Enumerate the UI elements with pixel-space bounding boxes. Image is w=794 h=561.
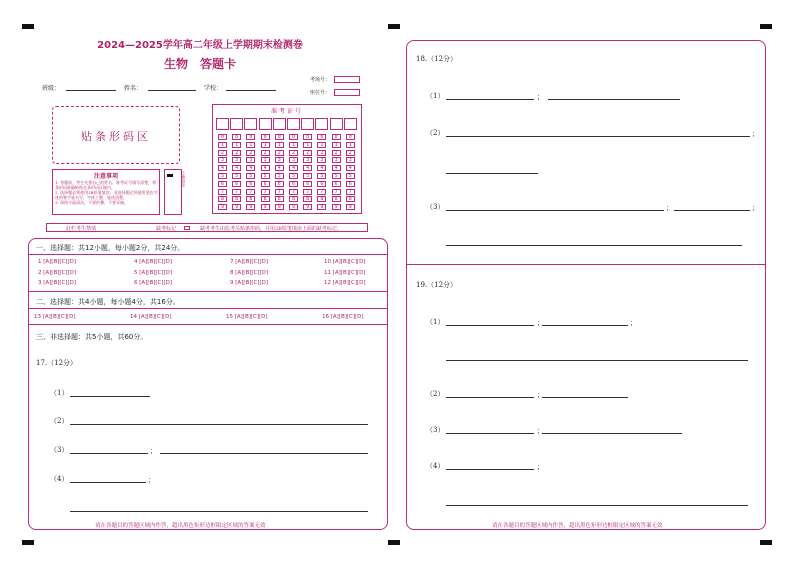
exam-id-write-box[interactable] bbox=[244, 118, 257, 130]
exam-id-digit-bubble[interactable]: 7 bbox=[289, 189, 298, 195]
exam-id-digit-bubble[interactable]: 5 bbox=[303, 173, 312, 179]
exam-id-digit-bubble[interactable]: 4 bbox=[332, 165, 341, 171]
exam-id-digit-bubble[interactable]: 5 bbox=[218, 173, 227, 179]
divider bbox=[28, 308, 388, 309]
exam-id-digit-bubble[interactable]: 2 bbox=[261, 150, 270, 156]
q19-title: 19.（12分） bbox=[416, 281, 458, 289]
registration-mark bbox=[388, 24, 400, 29]
exam-id-digit-bubble[interactable]: 1 bbox=[246, 142, 255, 148]
q19-part2-answer-a[interactable] bbox=[446, 397, 534, 398]
exam-id-digit-bubble[interactable]: 7 bbox=[332, 189, 341, 195]
school-field[interactable] bbox=[226, 90, 276, 91]
name-label: 姓名： bbox=[124, 85, 143, 92]
exam-id-digit-bubble[interactable]: 3 bbox=[303, 157, 312, 163]
registration-mark bbox=[22, 24, 34, 29]
choice-question[interactable]: 2 [A][B][C][D] bbox=[38, 269, 77, 276]
choice-question[interactable]: 12 [A][B][C][D] bbox=[324, 280, 366, 286]
q17-part2-label: （2） bbox=[50, 417, 69, 425]
exam-id-digit-bubble[interactable]: 3 bbox=[275, 157, 284, 163]
q18-part3-answer-a[interactable] bbox=[446, 210, 664, 211]
q17-part2-answer[interactable] bbox=[70, 424, 368, 425]
exam-id-digit-bubble[interactable]: 2 bbox=[289, 150, 298, 156]
q18-title: 18.（12分） bbox=[416, 55, 458, 63]
barcode-label: 贴条形码区 bbox=[81, 130, 151, 143]
exam-id-digit-bubble[interactable]: 6 bbox=[332, 181, 341, 187]
exam-id-write-box[interactable] bbox=[273, 118, 286, 130]
exam-id-digit-bubble[interactable]: 0 bbox=[332, 134, 341, 140]
seat-boxes[interactable] bbox=[334, 89, 360, 96]
footer-left: 请在各题目的答题区域内作答，超出黑色矩形边框限定区域的答案无效 bbox=[95, 523, 266, 529]
q17-part4-answer-b[interactable] bbox=[70, 511, 368, 512]
q18-part3-answer-c[interactable] bbox=[446, 245, 742, 246]
q18-part1-label: （1） bbox=[426, 92, 445, 100]
exam-id-digit-bubble[interactable]: 6 bbox=[218, 181, 227, 187]
registration-mark bbox=[388, 540, 400, 545]
exam-id-digit-bubble[interactable]: 5 bbox=[261, 173, 270, 179]
exam-id-digit-bubble[interactable]: 7 bbox=[303, 189, 312, 195]
exam-id-digit-bubble[interactable]: 0 bbox=[303, 134, 312, 140]
q19-part1-label: （1） bbox=[426, 318, 445, 326]
exam-id-digit-bubble[interactable]: 5 bbox=[275, 173, 284, 179]
choice-question[interactable]: 3 [A][B][C][D] bbox=[38, 280, 77, 286]
exam-id-digit-bubble[interactable]: 1 bbox=[317, 142, 326, 148]
choice-question[interactable]: 10 [A][B][C][D] bbox=[324, 259, 366, 265]
exam-id-write-box[interactable] bbox=[344, 118, 357, 130]
exam-id-digit-bubble[interactable]: 7 bbox=[246, 189, 255, 195]
choice-question[interactable]: 16 [A][B][C][D] bbox=[322, 314, 364, 320]
notes-title: 注意事项 bbox=[93, 173, 118, 180]
exam-id-digit-bubble[interactable]: 1 bbox=[275, 142, 284, 148]
q17-part1-label: （1） bbox=[50, 389, 69, 397]
semicolon: ； bbox=[537, 391, 544, 399]
choice-question[interactable]: 15 [A][B][C][D] bbox=[226, 314, 268, 320]
exam-id-digit-bubble[interactable]: 2 bbox=[303, 150, 312, 156]
exam-id-digit-bubble[interactable]: 0 bbox=[317, 134, 326, 140]
school-label: 学校： bbox=[204, 85, 223, 92]
exam-id-digit-bubble[interactable]: 8 bbox=[232, 196, 241, 202]
semicolon: ； bbox=[537, 463, 544, 471]
q17-part1-answer[interactable] bbox=[70, 396, 150, 397]
exam-id-digit-bubble[interactable]: 9 bbox=[261, 204, 270, 210]
q19-part2-answer-b[interactable] bbox=[542, 397, 628, 398]
exam-id-digit-bubble[interactable]: 8 bbox=[218, 196, 227, 202]
exam-id-digit-bubble[interactable]: 8 bbox=[275, 196, 284, 202]
exam-id-digit-bubble[interactable]: 6 bbox=[289, 181, 298, 187]
exam-id-digit-bubble[interactable]: 9 bbox=[332, 204, 341, 210]
q19-part4-answer-b[interactable] bbox=[446, 505, 748, 506]
exam-id-digit-bubble[interactable]: 0 bbox=[261, 134, 270, 140]
q17-part3-label: （3） bbox=[50, 446, 69, 454]
exam-room-boxes[interactable] bbox=[334, 76, 360, 83]
exam-id-digit-bubble[interactable]: 6 bbox=[261, 181, 270, 187]
registration-mark bbox=[22, 540, 34, 545]
registration-mark bbox=[760, 24, 772, 29]
q19-part3-label: （3） bbox=[426, 426, 445, 434]
notes-item: 2. 选择题必须使用2B铅笔填涂；非选择题必须使用黑色字迹的签字笔书写，字体工整、笔迹清楚。 bbox=[55, 190, 158, 200]
notes-item: 3. 保持卡面清洁，不要折叠，不要弄破。 bbox=[55, 200, 129, 205]
exam-id-digit-bubble[interactable]: 1 bbox=[232, 142, 241, 148]
exam-room-label: 考场号： bbox=[310, 77, 331, 83]
q18-part2-answer-b[interactable] bbox=[446, 173, 538, 174]
q19-part1-answer-c[interactable] bbox=[446, 360, 748, 361]
exam-id-digit-bubble[interactable]: 3 bbox=[346, 157, 355, 163]
q17-part3-answer-b[interactable] bbox=[160, 453, 368, 454]
exam-id-digit-bubble[interactable]: 8 bbox=[289, 196, 298, 202]
absent-note: 缺考考生由监考员贴条形码，并用2B铅笔填涂上面的缺考标记。 bbox=[200, 226, 342, 232]
exam-id-digit-bubble[interactable]: 3 bbox=[232, 157, 241, 163]
exam-id-digit-bubble[interactable]: 5 bbox=[232, 173, 241, 179]
absent-mark-box[interactable] bbox=[184, 226, 190, 230]
section3-title: 三、非选择题：共5小题，共60分。 bbox=[36, 333, 148, 341]
exam-id-digit-bubble[interactable]: 3 bbox=[332, 157, 341, 163]
exam-id-digit-bubble[interactable]: 0 bbox=[275, 134, 284, 140]
exam-id-digit-bubble[interactable]: 4 bbox=[275, 165, 284, 171]
exam-id-digit-bubble[interactable]: 7 bbox=[346, 189, 355, 195]
exam-id-digit-bubble[interactable]: 9 bbox=[218, 204, 227, 210]
exam-id-digit-bubble[interactable]: 6 bbox=[246, 181, 255, 187]
exam-id-digit-bubble[interactable]: 6 bbox=[275, 181, 284, 187]
exam-id-digit-bubble[interactable]: 9 bbox=[289, 204, 298, 210]
exam-id-digit-bubble[interactable]: 3 bbox=[261, 157, 270, 163]
exam-id-digit-bubble[interactable]: 7 bbox=[218, 189, 227, 195]
exam-id-digit-bubble[interactable]: 9 bbox=[303, 204, 312, 210]
exam-id-digit-bubble[interactable]: 6 bbox=[232, 181, 241, 187]
exam-id-digit-bubble[interactable]: 7 bbox=[275, 189, 284, 195]
exam-id-digit-bubble[interactable]: 9 bbox=[246, 204, 255, 210]
exam-id-digit-bubble[interactable]: 5 bbox=[346, 173, 355, 179]
exam-id-digit-bubble[interactable]: 3 bbox=[246, 157, 255, 163]
exam-id-digit-bubble[interactable]: 9 bbox=[232, 204, 241, 210]
semicolon: ； bbox=[752, 130, 759, 138]
q19-part4-label: （4） bbox=[426, 462, 445, 470]
choice-question[interactable]: 9 [A][B][C][D] bbox=[230, 280, 269, 286]
semicolon: ； bbox=[148, 476, 155, 484]
exam-id-write-box[interactable] bbox=[230, 118, 243, 130]
exam-id-digit-bubble[interactable]: 1 bbox=[218, 142, 227, 148]
exam-id-label: 准考证号 bbox=[270, 108, 303, 115]
divider bbox=[28, 291, 388, 292]
right-answer-frame bbox=[406, 40, 766, 530]
divider bbox=[28, 254, 388, 255]
exam-id-digit-bubble[interactable]: 7 bbox=[261, 189, 270, 195]
q18-part3-label: （3） bbox=[426, 203, 445, 211]
q17-part4-answer-a[interactable] bbox=[70, 482, 146, 483]
name-field[interactable] bbox=[148, 90, 196, 91]
exam-id-digit-bubble[interactable]: 4 bbox=[317, 165, 326, 171]
exam-id-digit-bubble[interactable]: 4 bbox=[289, 165, 298, 171]
exam-id-digit-bubble[interactable]: 3 bbox=[317, 157, 326, 163]
exam-id-digit-bubble[interactable]: 0 bbox=[246, 134, 255, 140]
choice-question[interactable]: 5 [A][B][C][D] bbox=[134, 269, 173, 276]
section1-title: 一、选择题：共12小题，每小题2分，共24分。 bbox=[36, 244, 185, 252]
exam-id-digit-bubble[interactable]: 7 bbox=[232, 189, 241, 195]
semicolon: ； bbox=[752, 204, 759, 212]
q18-part1-answer-a[interactable] bbox=[446, 99, 534, 100]
exam-id-write-box[interactable] bbox=[216, 118, 229, 130]
divider bbox=[28, 324, 388, 325]
exam-id-digit-bubble[interactable]: 9 bbox=[275, 204, 284, 210]
exam-id-digit-bubble[interactable]: 8 bbox=[346, 196, 355, 202]
class-label: 班级： bbox=[42, 85, 61, 92]
exam-id-digit-bubble[interactable]: 6 bbox=[317, 181, 326, 187]
exam-id-digit-bubble[interactable]: 0 bbox=[232, 134, 241, 140]
exam-id-digit-bubble[interactable]: 1 bbox=[289, 142, 298, 148]
absent-mark-label: 缺考标记 bbox=[156, 226, 177, 232]
exam-id-digit-bubble[interactable]: 4 bbox=[232, 165, 241, 171]
exam-id-digit-bubble[interactable]: 7 bbox=[317, 189, 326, 195]
exam-id-write-box[interactable] bbox=[301, 118, 314, 130]
choice-question[interactable]: 6 [A][B][C][D] bbox=[134, 280, 173, 286]
exam-id-write-box[interactable] bbox=[315, 118, 328, 130]
exam-id-digit-bubble[interactable]: 2 bbox=[275, 150, 284, 156]
q19-part1-answer-b[interactable] bbox=[542, 325, 628, 326]
notes-item: 1. 答题前，考生先将自己的姓名、准考证号填写清楚，将条形码准确粘贴在条形码区域内。 bbox=[55, 180, 157, 190]
semicolon: ； bbox=[666, 204, 673, 212]
exam-id-digit-bubble[interactable]: 4 bbox=[261, 165, 270, 171]
exam-id-digit-bubble[interactable]: 3 bbox=[218, 157, 227, 163]
exam-id-digit-bubble[interactable]: 0 bbox=[289, 134, 298, 140]
exam-id-digit-bubble[interactable]: 0 bbox=[346, 134, 355, 140]
choice-question[interactable]: 1 [A][B][C][D] bbox=[38, 259, 77, 265]
exam-id-digit-bubble[interactable]: 2 bbox=[218, 150, 227, 156]
exam-id-digit-bubble[interactable]: 3 bbox=[289, 157, 298, 163]
semicolon: ； bbox=[630, 319, 637, 327]
exam-id-digit-bubble[interactable]: 4 bbox=[246, 165, 255, 171]
exam-id-digit-bubble[interactable]: 1 bbox=[261, 142, 270, 148]
exam-id-digit-bubble[interactable]: 4 bbox=[346, 165, 355, 171]
exam-id-digit-bubble[interactable]: 6 bbox=[303, 181, 312, 187]
fill-example-mark bbox=[167, 174, 173, 177]
semicolon: ； bbox=[537, 319, 544, 327]
semicolon: ； bbox=[537, 427, 544, 435]
exam-id-digit-bubble[interactable]: 2 bbox=[346, 150, 355, 156]
q17-part4-label: （4） bbox=[50, 475, 69, 483]
footer-right: 请在各题目的答题区域内作答，超出黑色矩形边框限定区域的答案无效 bbox=[492, 523, 663, 529]
q19-part2-label: （2） bbox=[426, 390, 445, 398]
choice-question[interactable]: 13 [A][B][C][D] bbox=[34, 314, 76, 320]
q19-part1-answer-a[interactable] bbox=[446, 325, 534, 326]
semicolon: ； bbox=[537, 93, 544, 101]
q18-part2-label: （2） bbox=[426, 129, 445, 137]
choice-question[interactable]: 14 [A][B][C][D] bbox=[130, 314, 172, 320]
q18-part2-answer-a[interactable] bbox=[446, 136, 750, 137]
choice-question[interactable]: 8 [A][B][C][D] bbox=[230, 269, 269, 276]
choice-question[interactable]: 4 [A][B][C][D] bbox=[134, 259, 173, 265]
exam-id-digit-bubble[interactable]: 2 bbox=[332, 150, 341, 156]
q19-part4-answer-a[interactable] bbox=[446, 469, 534, 470]
q18-part1-answer-b[interactable] bbox=[548, 99, 680, 100]
exam-id-digit-bubble[interactable]: 9 bbox=[317, 204, 326, 210]
exam-id-digit-bubble[interactable]: 9 bbox=[346, 204, 355, 210]
exam-id-digit-bubble[interactable]: 1 bbox=[346, 142, 355, 148]
exam-id-digit-bubble[interactable]: 2 bbox=[232, 150, 241, 156]
semicolon: ； bbox=[150, 447, 157, 455]
q19-part3-answer-a[interactable] bbox=[446, 433, 534, 434]
seat-label: 座位号： bbox=[310, 90, 331, 96]
page-title: 2024—2025学年高二年级上学期期末检测卷 bbox=[97, 40, 303, 51]
choice-question[interactable]: 11 [A][B][C][D] bbox=[324, 269, 366, 276]
exam-id-digit-bubble[interactable]: 0 bbox=[218, 134, 227, 140]
notes-list bbox=[55, 180, 158, 205]
exam-id-digit-bubble[interactable]: 8 bbox=[246, 196, 255, 202]
exam-id-write-box[interactable] bbox=[259, 118, 272, 130]
exam-id-digit-bubble[interactable]: 2 bbox=[317, 150, 326, 156]
fill-example-label: 正确填涂 bbox=[181, 171, 186, 187]
exam-id-digit-bubble[interactable]: 4 bbox=[303, 165, 312, 171]
exam-id-write-box[interactable] bbox=[287, 118, 300, 130]
exam-id-digit-bubble[interactable]: 5 bbox=[317, 173, 326, 179]
exam-id-write-box[interactable] bbox=[330, 118, 343, 130]
exam-id-digit-bubble[interactable]: 5 bbox=[246, 173, 255, 179]
exam-id-digit-bubble[interactable]: 5 bbox=[332, 173, 341, 179]
page-subtitle: 生物 答题卡 bbox=[163, 57, 236, 71]
choice-question[interactable]: 7 [A][B][C][D] bbox=[230, 259, 269, 265]
exam-id-digit-bubble[interactable]: 2 bbox=[246, 150, 255, 156]
exam-id-digit-bubble[interactable]: 8 bbox=[317, 196, 326, 202]
exam-id-digit-bubble[interactable]: 6 bbox=[346, 181, 355, 187]
q17-part3-answer-a[interactable] bbox=[70, 453, 148, 454]
exam-id-digit-bubble[interactable]: 5 bbox=[289, 173, 298, 179]
q19-part3-answer-b[interactable] bbox=[542, 433, 682, 434]
exam-id-digit-bubble[interactable]: 8 bbox=[303, 196, 312, 202]
class-field[interactable] bbox=[66, 90, 116, 91]
section2-title: 二、选择题：共4小题，每小题4分，共16分。 bbox=[36, 298, 180, 306]
registration-mark bbox=[760, 540, 772, 545]
exam-id-digit-bubble[interactable]: 1 bbox=[303, 142, 312, 148]
exam-id-digit-bubble[interactable]: 8 bbox=[261, 196, 270, 202]
q17-title: 17.（12分） bbox=[36, 359, 78, 367]
absent-label: 此栏考生禁填 bbox=[66, 226, 97, 232]
exam-id-digit-bubble[interactable]: 1 bbox=[332, 142, 341, 148]
divider bbox=[406, 264, 766, 265]
exam-id-digit-bubble[interactable]: 8 bbox=[332, 196, 341, 202]
q18-part3-answer-b[interactable] bbox=[674, 210, 750, 211]
exam-id-digit-bubble[interactable]: 4 bbox=[218, 165, 227, 171]
